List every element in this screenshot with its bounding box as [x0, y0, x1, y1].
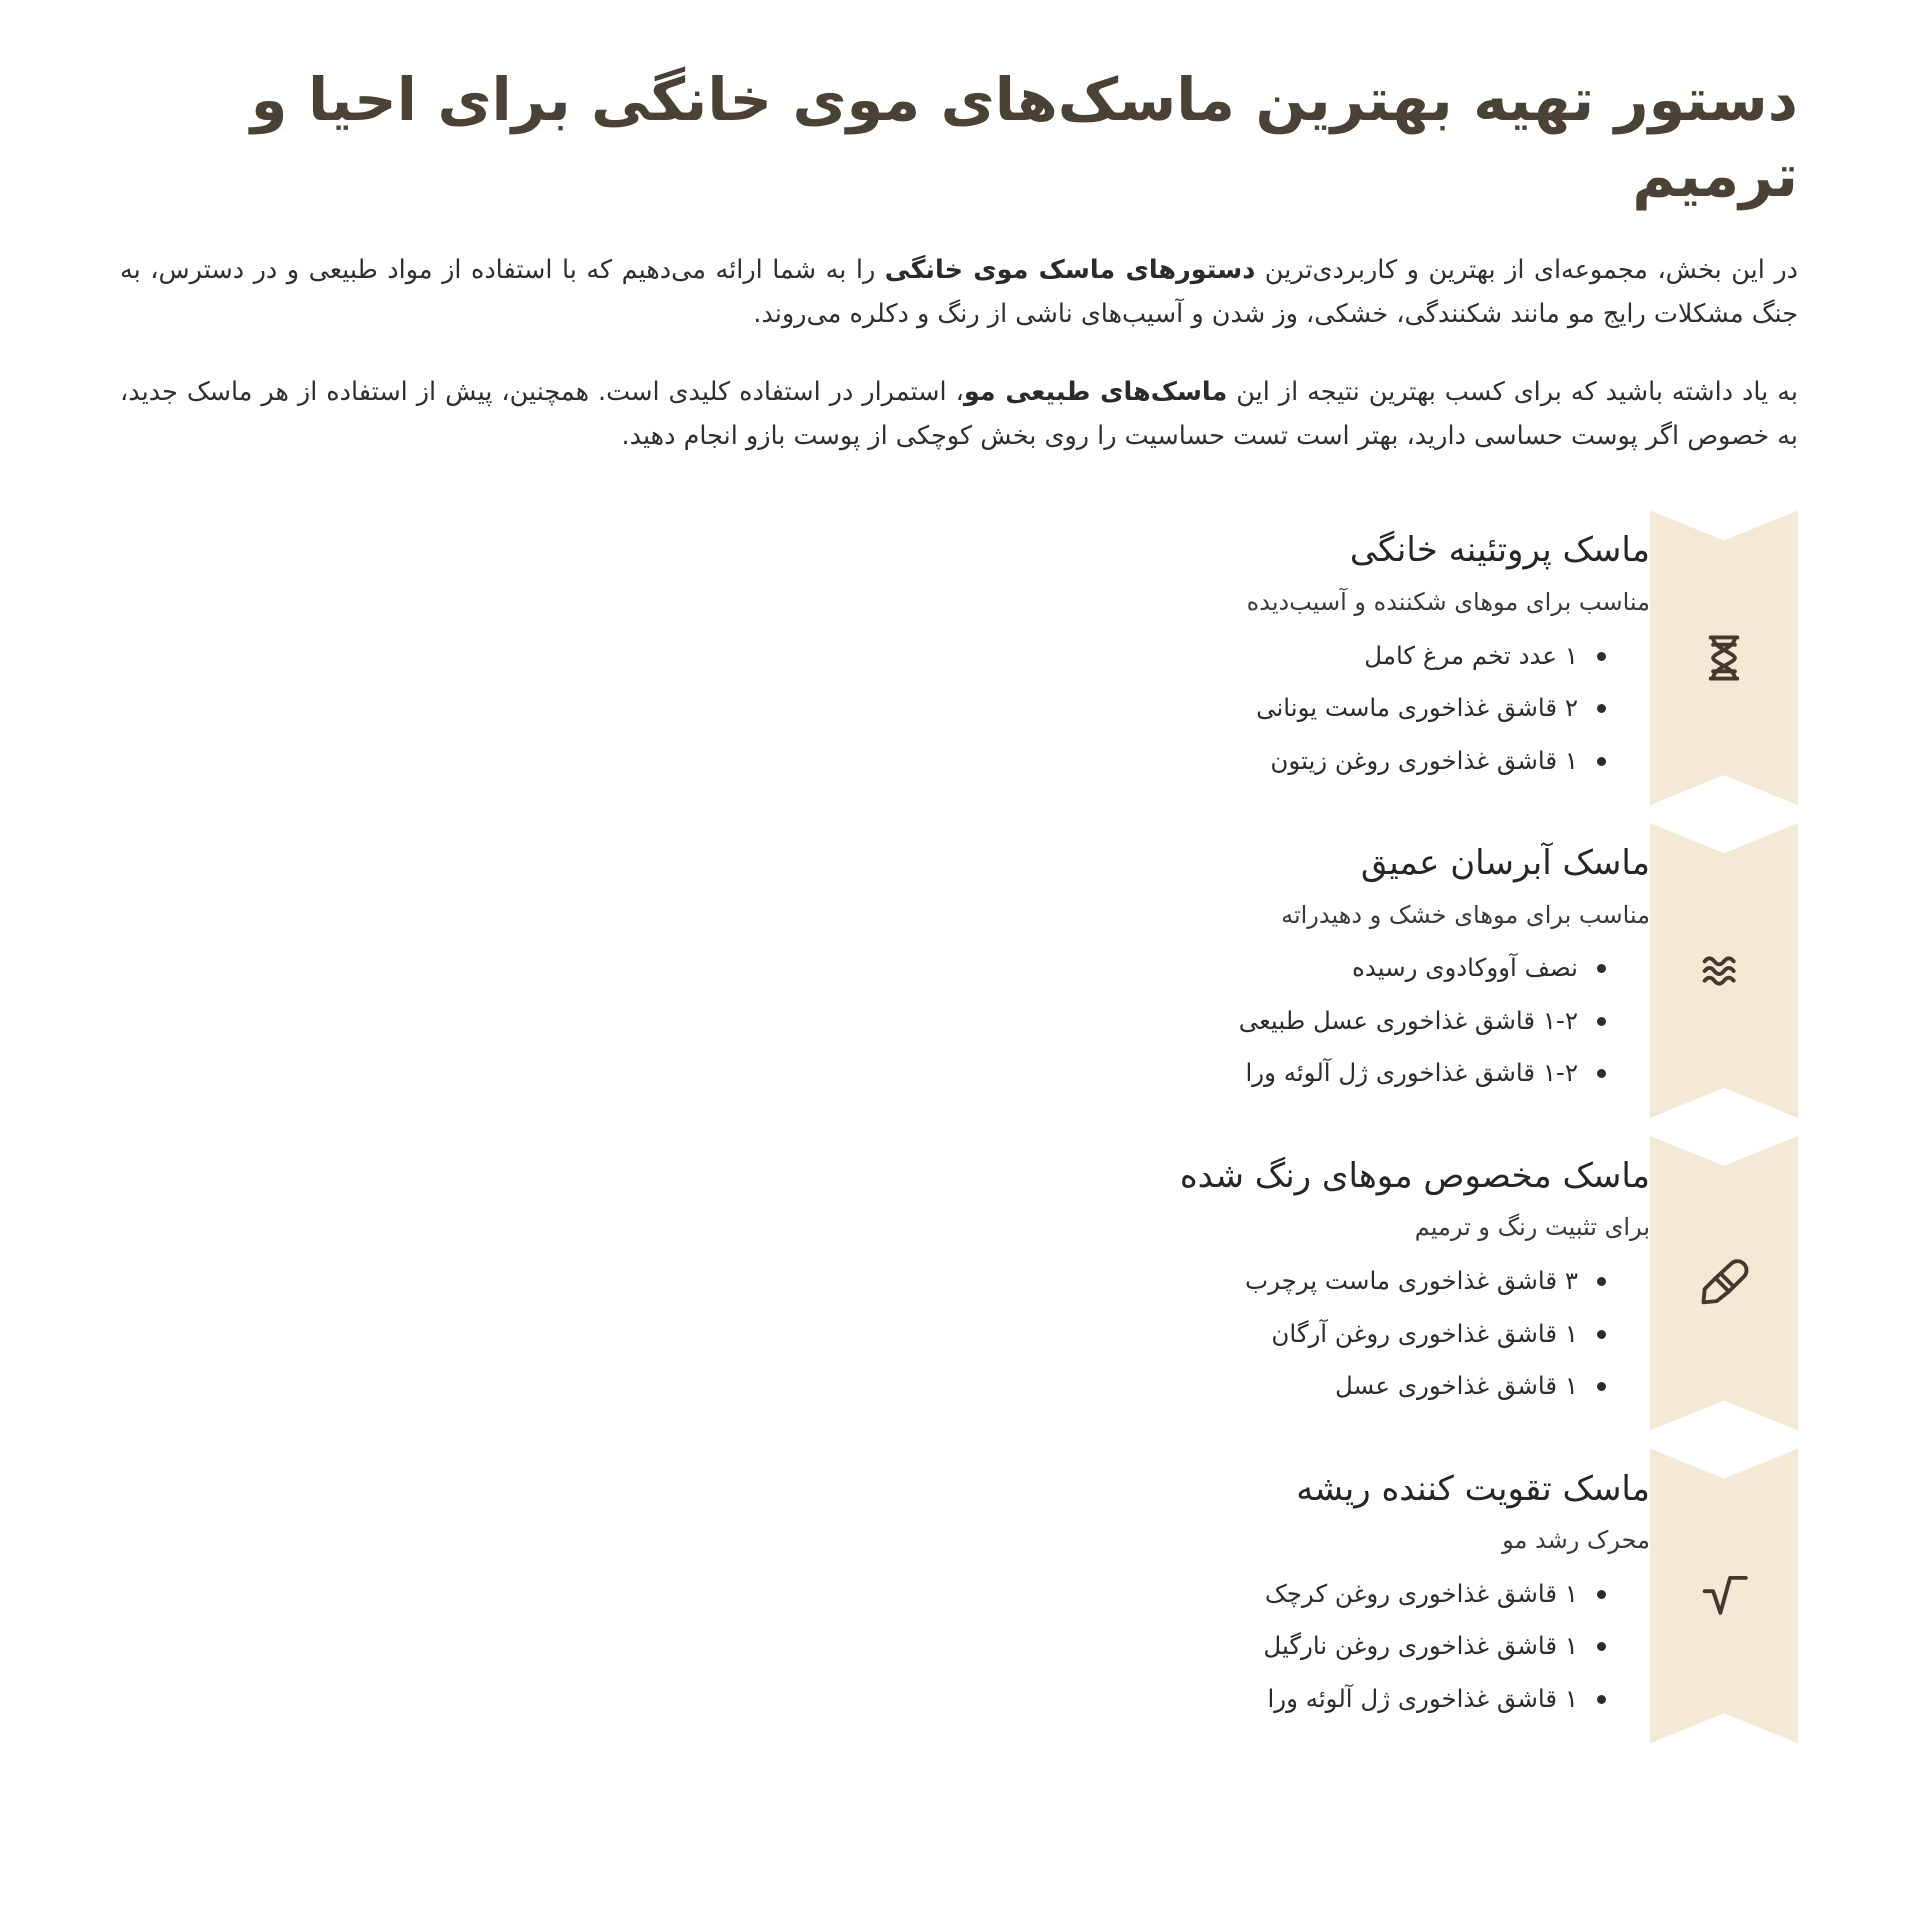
intro-1-text-after: را به شما ارائه می‌دهیم که با استفاده از مواد طبیعی و در دسترس، به جنگ مشکلات رایج مو مانند شکنندگی، خشکی، وز شدن و آسیب‌های ناشی از رنگ و دکلره می‌روند.	[120, 255, 1798, 329]
intro-paragraph-2	[120, 337, 1798, 459]
list-item: نصف آووکادوی رسیده	[376, 950, 1608, 986]
section-subtitle: محرک رشد مو	[1502, 1526, 1650, 1555]
page-title: دستور تهیه بهترین ماسک‌های موی خانگی برای احیا و ترمیم	[250, 65, 1798, 210]
list-item: ۱-۲ قاشق غذاخوری عسل طبیعی	[376, 1003, 1608, 1039]
list-item: ۱ قاشق غذاخوری ژل آلوئه ورا	[376, 1681, 1608, 1717]
root-radical-icon	[1695, 1567, 1753, 1625]
intro-1-bold-phrase: دستورهای ماسک موی خانگی	[884, 255, 1256, 286]
section-subtitle: مناسب برای موهای خشک و دهیدراته	[1281, 900, 1650, 929]
intro-2-bold-phrase: ماسک‌های طبیعی مو	[963, 376, 1228, 407]
intro-1-text-before: در این بخش، مجموعه‌ای از بهترین و کاربردی‌ترین	[1255, 255, 1798, 286]
section-content	[376, 823, 1650, 1118]
section-banner	[1650, 1136, 1798, 1431]
section-content	[376, 1449, 1650, 1744]
list-item: ۱ قاشق غذاخوری روغن کرچک	[376, 1576, 1608, 1612]
section-subtitle: مناسب برای موهای شکننده و آسیب‌دیده	[1246, 588, 1650, 617]
recipe-section	[120, 510, 1798, 805]
section-title: ماسک تقویت کننده ریشه	[1296, 1468, 1650, 1509]
section-title: ماسک مخصوص موهای رنگ شده	[1179, 1155, 1650, 1196]
ingredient-list	[376, 1558, 1650, 1717]
intro-paragraph-1	[120, 213, 1798, 337]
ingredient-list	[376, 932, 1650, 1091]
section-banner	[1650, 1449, 1798, 1744]
section-title: ماسک پروتئینه خانگی	[1349, 530, 1650, 571]
dna-helix-icon	[1695, 629, 1753, 687]
list-item: ۱ قاشق غذاخوری روغن زیتون	[376, 743, 1608, 779]
section-banner	[1650, 510, 1798, 805]
water-waves-icon	[1695, 942, 1753, 1000]
section-banner	[1650, 823, 1798, 1118]
recipe-section	[120, 1449, 1798, 1744]
recipe-section	[120, 823, 1798, 1118]
ingredient-list	[376, 1245, 1650, 1404]
section-title: ماسک آبرسان عمیق	[1360, 843, 1650, 884]
intro-2-text-before: به یاد داشته باشید که برای کسب بهترین نتیجه از این	[1227, 376, 1798, 407]
section-content	[376, 510, 1650, 805]
list-item: ۳ قاشق غذاخوری ماست پرچرب	[376, 1263, 1608, 1299]
list-item: ۲ قاشق غذاخوری ماست یونانی	[376, 690, 1608, 726]
recipe-section-list	[120, 510, 1798, 1743]
ingredient-list	[376, 620, 1650, 779]
section-subtitle: برای تثبیت رنگ و ترمیم	[1414, 1213, 1650, 1242]
eyedropper-icon	[1695, 1254, 1753, 1312]
recipe-section	[120, 1136, 1798, 1431]
list-item: ۱ قاشق غذاخوری روغن نارگیل	[376, 1628, 1608, 1664]
list-item: ۱ قاشق غذاخوری روغن آرگان	[376, 1316, 1608, 1352]
list-item: ۱-۲ قاشق غذاخوری ژل آلوئه ورا	[376, 1055, 1608, 1091]
list-item: ۱ عدد تخم مرغ کامل	[376, 638, 1608, 674]
section-content	[376, 1136, 1650, 1431]
intro-2-text-after: ، استمرار در استفاده کلیدی است. همچنین، پیش از استفاده از هر ماسک جدید، به خصوص اگر پوست حساسی دارید، بهتر است تست حساسیت را روی بخش کوچکی از پوست بازو انجام دهید.	[120, 376, 1798, 451]
list-item: ۱ قاشق غذاخوری عسل	[376, 1368, 1608, 1404]
